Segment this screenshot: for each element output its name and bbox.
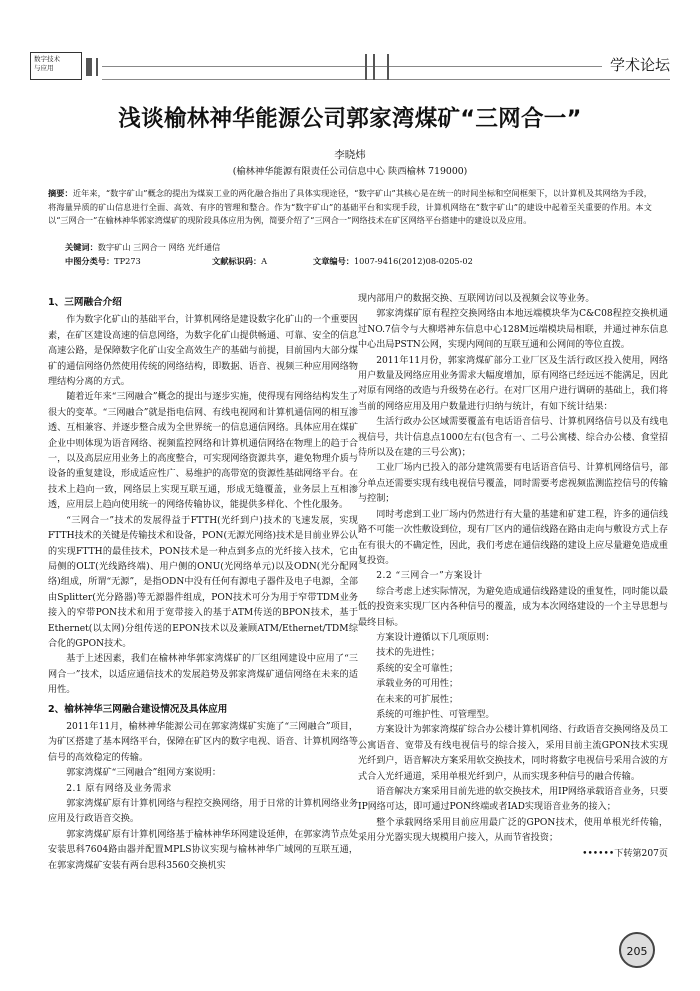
header-divider-bars bbox=[365, 54, 395, 80]
paragraph: 方案设计为郭家湾煤矿综合办公楼计算机网络、行政语音交换网络及员工公寓语音、宽带及有线电视信号的综合接入，采用目前主流GPON技术实现光纤到户，语音解决方案采用软交换技术，同时将数字电视信号采用合波的方式合入光纤通道，采用单根光纤到户，从而实现多种信号的融合传输。 bbox=[358, 725, 668, 782]
paragraph: 郭家湾煤矿原有计算机网络与程控交换网络，用于日常的计算机网络业务应用及行政语音交换。 bbox=[48, 799, 358, 825]
paragraph: 系统的可维护性、可管理型。 bbox=[376, 709, 495, 720]
continued-note: ••••••下转第207页 bbox=[582, 848, 668, 859]
journal-name-line2: 与应用 bbox=[34, 64, 54, 72]
author-affiliation: (榆林神华能源有限责任公司信息中心 陕西榆林 719000) bbox=[232, 166, 468, 177]
header-bar-thin bbox=[96, 58, 98, 76]
abstract-text: 近年来，“数字矿山”概念的提出为煤炭工业的两化融合指出了具体实现途径，“数字矿山”其核心是在统一的时间坐标和空间框架下，以计算机及其网络为手段，将海量异质的矿山信息进行全面、高效、有序的管理和整合。作为“数字矿山”的基础平台和实现手段，计算机网络在“数字矿山”的建设中起着至关重要的作用。本文以“三网合一”在榆林神华郭家湾煤矿的现阶段具体应用为例，简要介绍了“三网合一”网络技术在矿区网络平台搭建中的建设以及应用。 bbox=[48, 188, 652, 226]
paragraph: 工业厂场内已投入的部分建筑需要有电话语音信号、计算机网络信号，部分单点还需要实现有线电视信号覆盖，同时需要考虑视频监测监控信号的传输与控制； bbox=[358, 463, 668, 505]
paragraph: 语音解决方案采用目前先进的软交换技术，用IP网络承载语音业务，只要IP网络可达，即可通过PON终端或者IAD实现语音业务的接入； bbox=[358, 787, 668, 813]
paragraph: 作为数字化矿山的基础平台，计算机网络是建设数字化矿山的一个重要因素，在矿区建设高速的信息网络，为数字化矿山提供畅通、可靠、安全的信息高速公路，是保障数字化矿山安全高效生产的基础与前提，目前国内大部分煤矿的通信网络仍然使用传统的网络结构，即数据、语音、视频三种应用网络物理结构分离的方式。 bbox=[48, 315, 358, 388]
abstract-label: 摘要： bbox=[48, 188, 73, 198]
paragraph: 方案设计遵循以下几项原则： bbox=[376, 632, 495, 643]
paragraph: 生活行政办公区域需要覆盖有电话语音信号、计算机网络信号以及有线电视信号，共计信息点1000左右(包含有一、二号公寓楼、综合办公楼、食堂招待所以及在建的三号公寓)； bbox=[358, 417, 668, 459]
paragraph: 现内部用户的数据交换、互联网访问以及视频会议等业务。 bbox=[358, 294, 595, 304]
page-number-badge: 205 bbox=[619, 932, 655, 968]
clc-number: 中图分类号：TP273 bbox=[65, 256, 141, 266]
abstract bbox=[48, 187, 652, 228]
subsection-heading: 2.2 “三网合一”方案设计 bbox=[376, 571, 483, 582]
section-label: 学术论坛 bbox=[602, 54, 670, 75]
document-code: 文献标识码：A bbox=[212, 256, 268, 266]
keywords bbox=[65, 242, 220, 253]
journal-name-line1: 数字技术 bbox=[34, 55, 60, 63]
paragraph: 同时考虑到工业厂场内仍然进行有大量的基建和矿建工程，许多的通信线路不可能一次性敷设到位，现有厂区内的通信线路在路由走向与敷设方式上存在有很大的不确定性，因此，我们考虑在通信线路的建设上应尽量避免造成重复投资。 bbox=[358, 509, 668, 566]
paragraph: 技术的先进性； bbox=[376, 648, 440, 659]
paragraph: 郭家湾煤矿“三网融合”组网方案说明： bbox=[66, 768, 221, 779]
paragraph: “三网合一”技术的发展得益于FTTH(光纤到户)技术的飞速发展，实现FTTH技术的关键是传输技术和设备，PON(无源光网络)技术是目前业界公认的实现FTTH的最佳技术，PON技术是一种点到多点的光纤接入技术，它由局侧的OLT(光线路终端)、用户侧的ONU(光网络单元)以及ODN(光分配网络)组成，所谓“无源”，是指ODN中没有任何有源电子器件及电子电源，全部由Splitter(光分路器)等无源器件组成，PON技术可分为用于窄带TDM业务接入的窄带PON技术和用于宽带接入的基于ATM传送的BPON技术，基于Ethernet(以太网)分组传送的EPON技术以及兼顾ATM/Ethernet/TDM综合化的GPON技术。 bbox=[48, 515, 358, 649]
article-number: 文章编号：1007-9416(2012)08-0205-02 bbox=[313, 256, 473, 266]
journal-logo bbox=[30, 52, 82, 80]
paragraph: 郭家湾煤矿原有计算机网络基于榆林神华环网建设延伸，在郭家湾节点处安装思科7604路由器并配置MPLS协议实现与榆林神华广域网的互联互通，在郭家湾煤矿安装有两台思科3560交换机实 bbox=[48, 829, 358, 871]
left-column bbox=[48, 292, 358, 874]
section-heading: 1、三网融合介绍 bbox=[48, 297, 122, 308]
right-column bbox=[358, 292, 668, 862]
paragraph: 基于上述因素，我们在榆林神华郭家湾煤矿的厂区组网建设中应用了“三网合一”技术，以适应通信技术的发展趋势及郭家湾煤矿通信网络在未来的适用性。 bbox=[48, 654, 358, 696]
paragraph: 2011年11月，榆林神华能源公司在郭家湾煤矿实施了“三网融合”项目，为矿区搭建了基本网络平台，保障在矿区内的数字电视、语音、计算机网络等信号的高效稳定的传输。 bbox=[48, 721, 358, 763]
keywords-label: 关键词： bbox=[65, 242, 98, 252]
page-header bbox=[30, 52, 670, 82]
author-name: 李晓炜 bbox=[334, 149, 366, 161]
section-heading: 2、榆林神华三网融合建设情况及具体应用 bbox=[48, 703, 228, 715]
paragraph: 郭家湾煤矿原有程控交换网络由本地远端模块华为C&C08程控交换机通过NO.7信令与大柳塔神东信息中心128M远端模块局相联，并通过神东信息中心出局PSTN公网，实现内网间的互联互通和公网间的等位直拨。 bbox=[358, 309, 668, 351]
paragraph: 2011年11月份，郭家湾煤矿部分工业厂区及生活行政区投入使用，网络用户数量及网络应用业务需求大幅度增加，原有网络已经远远不能满足，因此对原有网络的改造与升级势在必行。在对厂区用户进行调研的基础上，我们将当前的网络应用及用户数量进行归纳与统计，有如下统计结果： bbox=[358, 355, 668, 412]
paragraph: 在未来的可扩展性； bbox=[376, 694, 459, 705]
paragraph: 整个承载网络采用目前应用最广泛的GPON技术，使用单根光纤传输，采用分光器实现大规模用户接入，从而节省投资； bbox=[358, 817, 668, 844]
paragraph: 综合考虑上述实际情况，为避免造成通信线路建设的重复性，同时能以最低的投资来实现厂区内各种信号的覆盖，成为本次网络建设的一个主导思想与最终目标。 bbox=[358, 586, 668, 628]
subsection-heading: 2.1 原有网络及业务需求 bbox=[66, 783, 172, 794]
header-bar bbox=[86, 58, 92, 76]
keywords-text: 数字矿山 三网合一 网络 光纤通信 bbox=[97, 242, 221, 252]
paragraph: 承载业务的可用性； bbox=[376, 679, 459, 690]
paragraph: 系统的安全可靠性； bbox=[376, 663, 459, 674]
article-title: 浅谈榆林神华能源公司郭家湾煤矿“三网合一” bbox=[118, 106, 582, 132]
paragraph: 随着近年来“三网融合”概念的提出与逐步实施，使得现有网络结构发生了很大的变革。“三网融合”就是指电信网、有线电视网和计算机通信网的相互渗透、互相兼容、并逐步整合成为全世界统一的信息通信网络。具体应用在煤矿企业中则体现为语音网络、视频监控网络和计算机通信网络在物理上的趋于合一，以及高层应用业务上的高度整合，可实现网络资源共享，避免物理介质与设备的重复建设，形成适应性广、易维护的高带宽的资源性基础网络平台。在技术上趋向一致，网络层上实现互联互通，形成无缝覆盖，业务层上互相渗透，应用层上趋向使用统一的网络传输协议，能提供多样化、个性化服务。 bbox=[48, 392, 358, 511]
